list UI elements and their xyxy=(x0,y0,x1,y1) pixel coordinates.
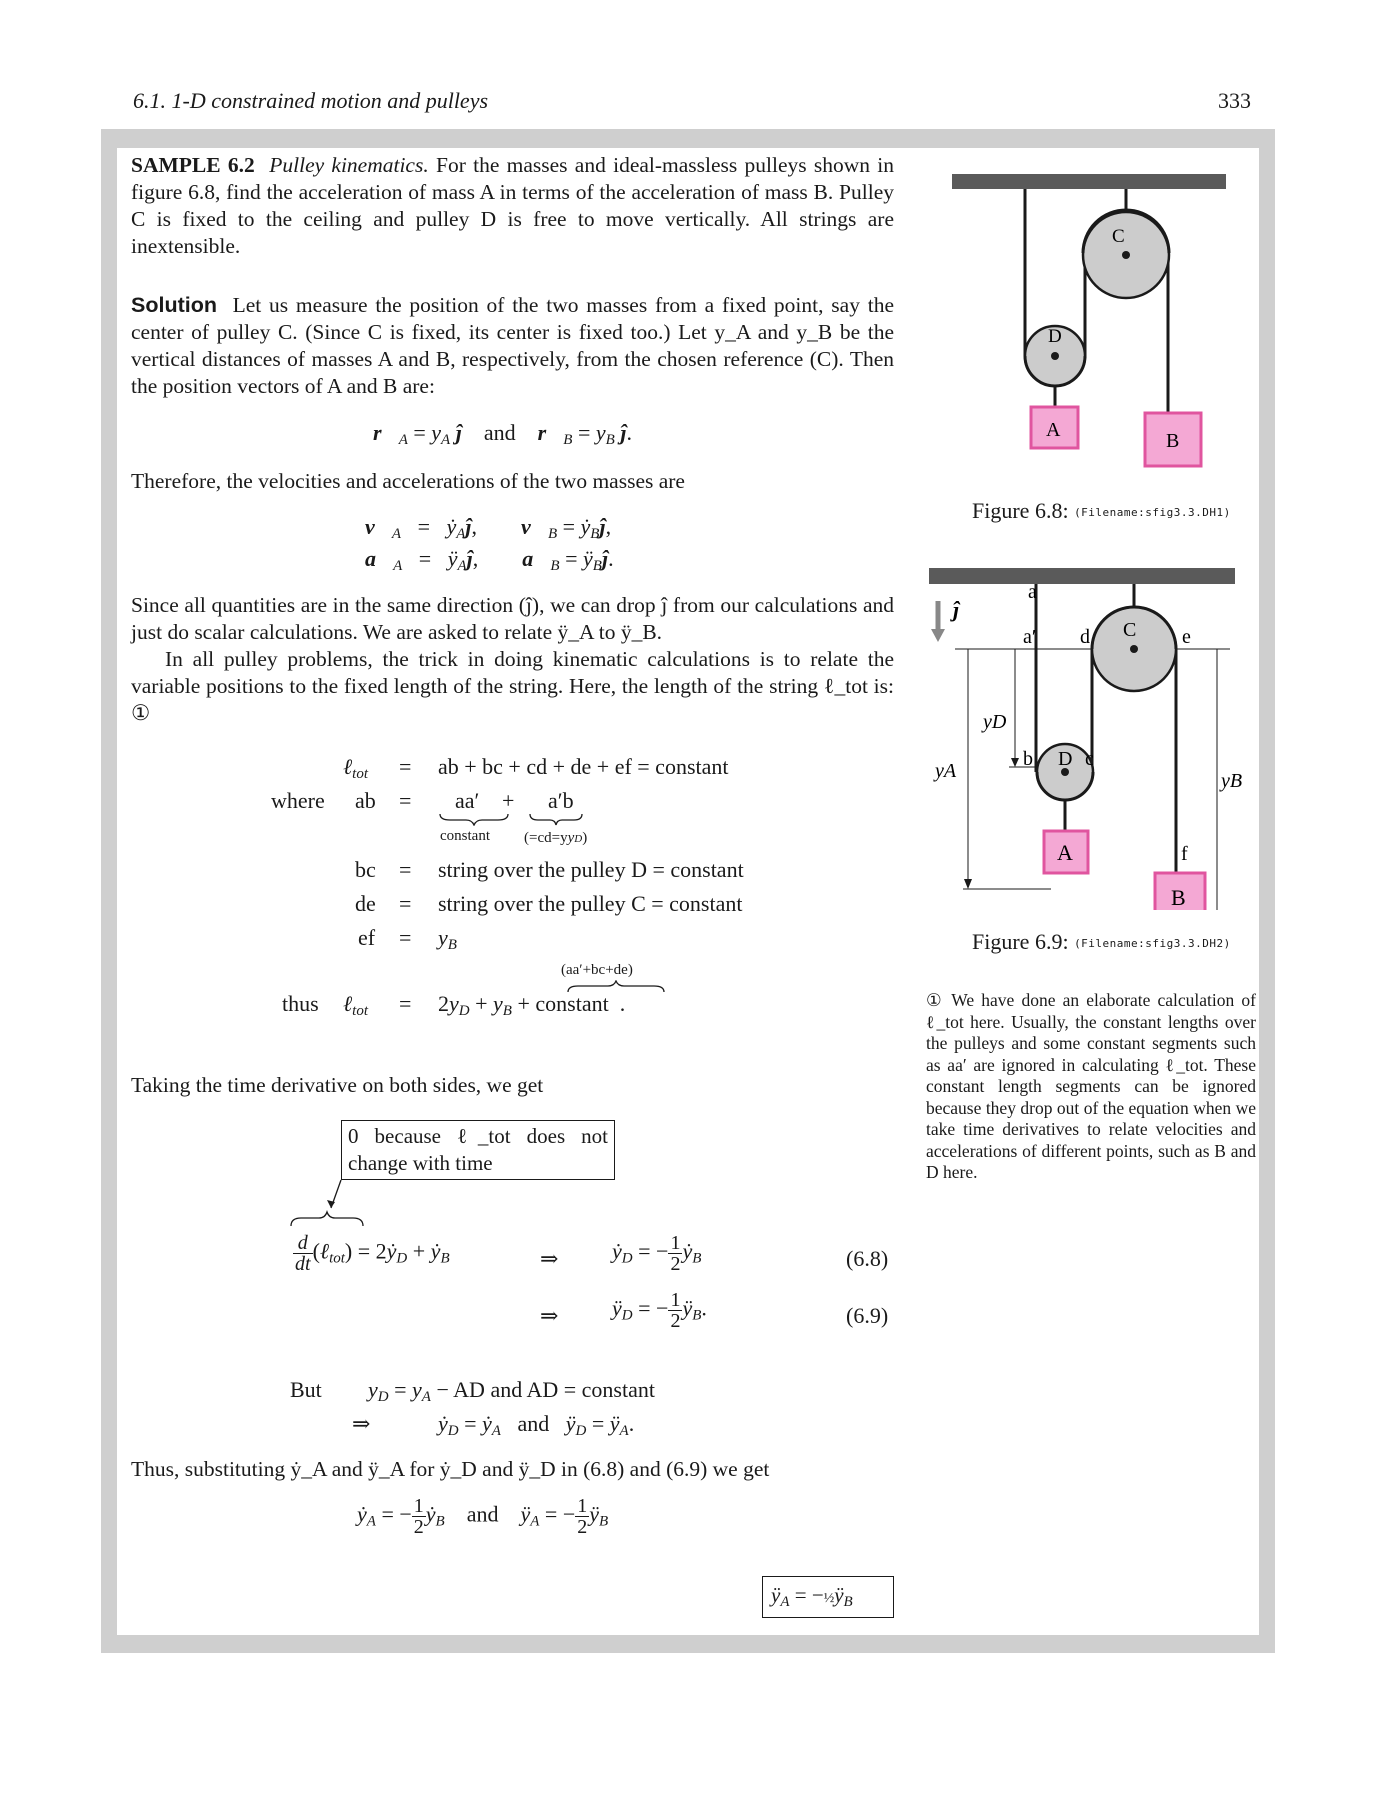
problem-statement xyxy=(131,152,894,260)
equals-sign: = xyxy=(399,925,412,950)
yD-dot-result: ẏ$_D$ = − $\frac{1}{2}$ ẏ$_B$ xyxy=(612,1232,702,1275)
ltot-symbol: ℓ$_{tot}$ xyxy=(343,754,369,782)
thus-word: thus xyxy=(282,991,319,1016)
and-word: and xyxy=(483,420,516,445)
bc-description: string over the pulley D = constant xyxy=(438,857,744,882)
solution-paragraph-5: Taking the time derivative on both sides, we get xyxy=(131,1073,544,1097)
solution-paragraph-4 xyxy=(131,646,894,727)
ltot-sum: ab + bc + cd + de + ef = constant xyxy=(438,754,729,779)
position-vector-equation: $r⃗_A = y_A$ ĵ and $r⃗_B = y_B$ ĵ. xyxy=(373,420,632,448)
equals-sign: = xyxy=(399,754,412,779)
acceleration-equation: $a⃗_A$ = $ÿ_Aĵ$, $a⃗_B$ = $ÿ_Bĵ$. xyxy=(365,546,614,574)
solution-text-1: Let us measure the position of the two masses from a fixed point, say the center of pulley C. (Since C is fixed, its center is fixed too.) Let y_A and y_B be the vertical distances of masses A and B, respectively, from the chosen reference (C). Then the position vectors of A and B are: xyxy=(131,293,894,398)
yD-ddot-result: $ÿ_D$ = − $\frac{1}{2}$ $ÿ_B$. xyxy=(612,1289,707,1332)
label-a: A xyxy=(1057,840,1073,865)
overbrace-label: (aa′+bc+de) xyxy=(561,962,633,978)
solution-text-4: In all pulley problems, the trick in doing kinematic calculations is to relate the variable positions to the fixed length of the string. Here, the length of the string ℓ_tot is: xyxy=(131,647,894,698)
final-equations: ẏ$_A$ = − $\frac{1}{2}$ ẏ$_B$ and $ÿ_A$ = − $\frac{1}{2}$ $ÿ_B$ xyxy=(357,1495,609,1538)
derivative-note-box: 0 because ℓ_tot does not change with time xyxy=(341,1120,615,1180)
label-b: B xyxy=(1171,885,1186,910)
label-a-point: a xyxy=(1028,581,1037,603)
equals-sign: = xyxy=(399,991,412,1016)
label-a: A xyxy=(1046,419,1061,441)
equals-sign: = xyxy=(399,788,412,813)
ltot-symbol: ℓ$_{tot}$ xyxy=(343,991,369,1019)
sample-title: Pulley kinematics. xyxy=(269,153,429,177)
figure-6-9-caption: Figure 6.9: (Filename:sfig3.3.DH2) xyxy=(972,929,1231,954)
constant-underlabel: constant xyxy=(440,828,490,844)
label-c: C xyxy=(1123,619,1137,641)
yD-derivative-relation: ẏ$_D$ = ẏ$_A$ and $ÿ_D$ = $ÿ_A$. xyxy=(438,1411,635,1439)
label-b-point: b xyxy=(1023,748,1033,770)
figure-6-8-caption: Figure 6.8: (Filename:sfig3.3.DH1) xyxy=(972,498,1231,523)
constant-word: constant xyxy=(535,991,609,1016)
ab-label: ab xyxy=(355,788,376,813)
label-e: e xyxy=(1182,626,1191,648)
figure-6-8-diagram xyxy=(940,170,1240,485)
solution-label: Solution xyxy=(131,293,217,317)
label-yb: yB xyxy=(1221,770,1243,792)
de-label: de xyxy=(355,891,376,916)
cd-underlabel: (=cd=yyD) xyxy=(524,830,588,846)
plus-sign: + xyxy=(502,788,515,813)
bc-label: bc xyxy=(355,857,376,882)
label-ya: yA xyxy=(935,760,957,782)
ceiling xyxy=(929,568,1235,584)
implies-arrow: ⇒ xyxy=(352,1411,371,1436)
solution-paragraph-3: Since all quantities are in the same direction (ĵ), we can drop ĵ from our calculations and just do scalar calculations. We are asked to relate ÿ_A to ÿ_B. xyxy=(131,593,894,644)
ef-value: $y_B$ xyxy=(438,925,457,953)
de-description: string over the pulley C = constant xyxy=(438,891,743,916)
underbraces xyxy=(438,812,588,826)
solution-paragraph-6: Thus, substituting ẏ_A and ÿ_A for ẏ_D and ÿ_D in (6.8) and (6.9) we get xyxy=(131,1457,770,1481)
label-yd: yD xyxy=(983,711,1007,733)
page-number: 333 xyxy=(1218,88,1251,113)
sample-label: SAMPLE 6.2 xyxy=(131,153,255,177)
figure-6-9-diagram xyxy=(925,565,1255,910)
label-a-prime: a′ xyxy=(1023,626,1037,648)
equals-sign: = xyxy=(399,891,412,916)
label-d: D xyxy=(1058,748,1073,770)
implies-arrow: ⇒ xyxy=(540,1246,559,1271)
where-word: where xyxy=(271,788,325,813)
ltot-result: $2y_D + y_B$ + constant . xyxy=(438,991,626,1019)
velocity-equation: $v⃗_A$ = ẏ$_A$ĵ, $v⃗_B$ = ẏ$_B$ĵ, xyxy=(365,514,612,542)
solution-paragraph-1 xyxy=(131,292,894,400)
label-b: B xyxy=(1166,430,1180,452)
but-word: But xyxy=(290,1377,322,1402)
label-d-point: d xyxy=(1080,626,1090,648)
label-c-point: c xyxy=(1085,748,1094,770)
a-prime-b-term: a′b xyxy=(548,788,574,813)
label-d: D xyxy=(1048,326,1062,347)
running-header: 6.1. 1-D constrained motion and pulleys xyxy=(133,88,489,113)
label-c: C xyxy=(1112,226,1125,247)
label-f: f xyxy=(1181,843,1188,865)
aa-prime-term: aa′ xyxy=(455,788,480,813)
note-arrow xyxy=(283,1178,373,1238)
ef-label: ef xyxy=(358,925,376,950)
footnote-marker: ① xyxy=(131,701,151,725)
solution-paragraph-2: Therefore, the velocities and accelerations of the two masses are xyxy=(131,469,685,493)
label-j: ĵ xyxy=(953,597,960,622)
equation-number-6-9: (6.9) xyxy=(846,1303,889,1328)
derivative-equation: $\frac{d}{dt}$ (ℓ$_{tot}$) = 2ẏ$_D$ + ẏ$_B$ xyxy=(295,1232,450,1275)
equals-sign: = xyxy=(399,857,412,882)
equation-number-6-8: (6.8) xyxy=(846,1246,889,1271)
ceiling xyxy=(952,174,1226,189)
implies-arrow: ⇒ xyxy=(540,1303,559,1328)
final-result-box: $ÿ_A$ = $-\frac{1}{2}ÿ_B$ xyxy=(762,1576,894,1618)
yD-relation: $y_D = y_A$ − AD and AD = constant xyxy=(368,1377,655,1405)
sample-statement: For the masses and ideal-massless pulleys shown in figure 6.8, find the acceleration of mass A in terms of the acceleration of mass B. Pulley C is fixed to the ceiling and pulley D is free to move vertically. All strings are inextensible. xyxy=(131,153,895,258)
side-note: ① We have done an elaborate calculation of ℓ_tot here. Usually, the constant lengths over the pulleys and some constant segments such as aa′ are ignored in calculating ℓ_tot. These constant length segments can be ignored because they drop out of the equation when we take time derivatives to relate velocities and accelerations of different points, such as B and D here. xyxy=(926,990,1256,1182)
